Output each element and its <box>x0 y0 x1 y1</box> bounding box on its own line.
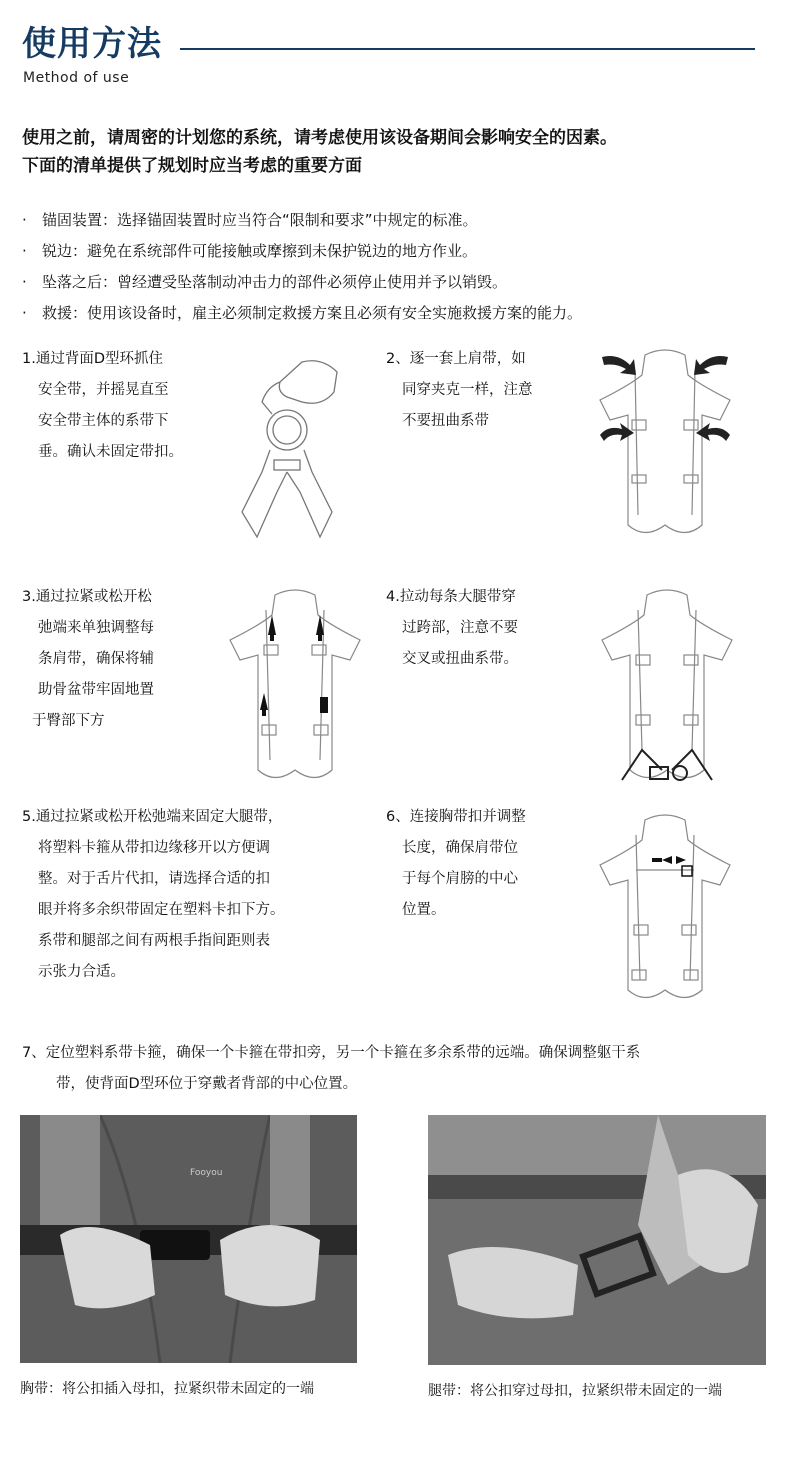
step-line: 4.拉动每条大腿带穿 <box>386 589 516 605</box>
step-line: 5.通过拉紧或松开松弛端来固定大腿带， <box>22 809 283 825</box>
title-divider <box>180 48 755 50</box>
step-line: 1.通过背面D型环抓住 <box>22 351 163 367</box>
list-item <box>22 236 782 267</box>
step-line: 6、连接胸带扣并调整 <box>386 809 526 825</box>
step-line: 长度，确保肩带位 <box>402 840 518 856</box>
chest-strap-caption: 胸带：将公扣插入母扣，拉紧织带未固定的一端 <box>20 1381 314 1397</box>
step-7-text <box>22 1038 640 1100</box>
step-line: 弛端来单独调整每 <box>38 620 154 636</box>
step-line: 2、逐一套上肩带，如 <box>386 351 526 367</box>
step-line: 于臀部下方 <box>32 713 105 729</box>
photo-badge-label: Fooyou <box>190 1168 223 1178</box>
intro-line: 使用之前，请周密的计划您的系统，请考虑使用该设备期间会影响安全的因素。 <box>22 128 617 148</box>
bullet-dot: · <box>22 211 27 229</box>
step-line: 整。对于舌片代扣，请选择合适的扣 <box>38 871 270 887</box>
leg-buckle-photo <box>428 1115 766 1365</box>
step-line: 安全带，并摇晃直至 <box>38 382 169 398</box>
list-item-text: 坠落之后：曾经遭受坠落制动冲击力的部件必须停止使用并予以销毁。 <box>42 273 508 291</box>
bullet-dot: · <box>22 304 27 322</box>
bullet-dot: · <box>22 273 27 291</box>
step-line: 示张力合适。 <box>38 964 125 980</box>
step-4-text <box>386 582 518 675</box>
step-line: 交叉或扭曲系带。 <box>402 651 518 667</box>
step-2-text <box>386 344 533 437</box>
step-line: 带，使背面D型环位于穿戴者背部的中心位置。 <box>56 1076 358 1092</box>
list-item <box>22 205 782 236</box>
step-line: 过跨部，注意不要 <box>402 620 518 636</box>
list-item-text: 锚固装置：选择锚固装置时应当符合“限制和要求”中规定的标准。 <box>42 211 478 229</box>
list-item-text: 救援：使用该设备时，雇主必须制定救援方案且必须有安全实施救援方案的能力。 <box>42 304 583 322</box>
step-line: 安全带主体的系带下 <box>38 413 169 429</box>
step-line: 系带和腿部之间有两根手指间距则表 <box>38 933 270 949</box>
step-line: 条肩带，确保将辅 <box>38 651 154 667</box>
step-5-text <box>22 802 285 988</box>
intro-paragraph <box>22 124 782 180</box>
step-line: 于每个肩膀的中心 <box>402 871 518 887</box>
harness-adjust-illustration <box>220 585 370 790</box>
step-line: 垂。确认未固定带扣。 <box>38 444 183 460</box>
intro-line: 下面的清单提供了规划时应当考虑的重要方面 <box>22 156 362 176</box>
page-title: 使用方法 <box>22 24 162 64</box>
list-item <box>22 267 782 298</box>
step-line: 将塑料卡箍从带扣边缘移开以方便调 <box>38 840 270 856</box>
step-line: 3.通过拉紧或松开松 <box>22 589 152 605</box>
list-item <box>22 298 782 329</box>
list-item-text: 锐边：避免在系统部件可能接触或摩擦到未保护锐边的地方作业。 <box>42 242 478 260</box>
step-line: 同穿夹克一样，注意 <box>402 382 533 398</box>
step-line: 7、定位塑料系带卡箍，确保一个卡箍在带扣旁，另一个卡箍在多余系带的远端。确保调整躯干系 <box>22 1045 641 1061</box>
harness-hand-hold-illustration <box>232 352 362 542</box>
step-6-text <box>386 802 526 926</box>
step-3-text <box>22 582 154 737</box>
page-subtitle: Method of use <box>23 70 130 86</box>
step-line: 助骨盆带牢固地置 <box>38 682 154 698</box>
step-line: 眼并将多余织带固定在塑料卡扣下方。 <box>38 902 285 918</box>
bullet-dot: · <box>22 242 27 260</box>
leg-strap-caption: 腿带：将公扣穿过母扣，拉紧织带未固定的一端 <box>428 1383 722 1399</box>
step-line: 不要扭曲系带 <box>402 413 489 429</box>
step-line: 位置。 <box>402 902 446 918</box>
harness-leg-strap-illustration <box>592 585 747 795</box>
consideration-list <box>22 205 782 329</box>
harness-chest-strap-illustration <box>590 810 745 1010</box>
harness-shoulder-straps-illustration <box>590 345 740 545</box>
step-1-text <box>22 344 183 468</box>
chest-buckle-photo <box>20 1115 357 1363</box>
